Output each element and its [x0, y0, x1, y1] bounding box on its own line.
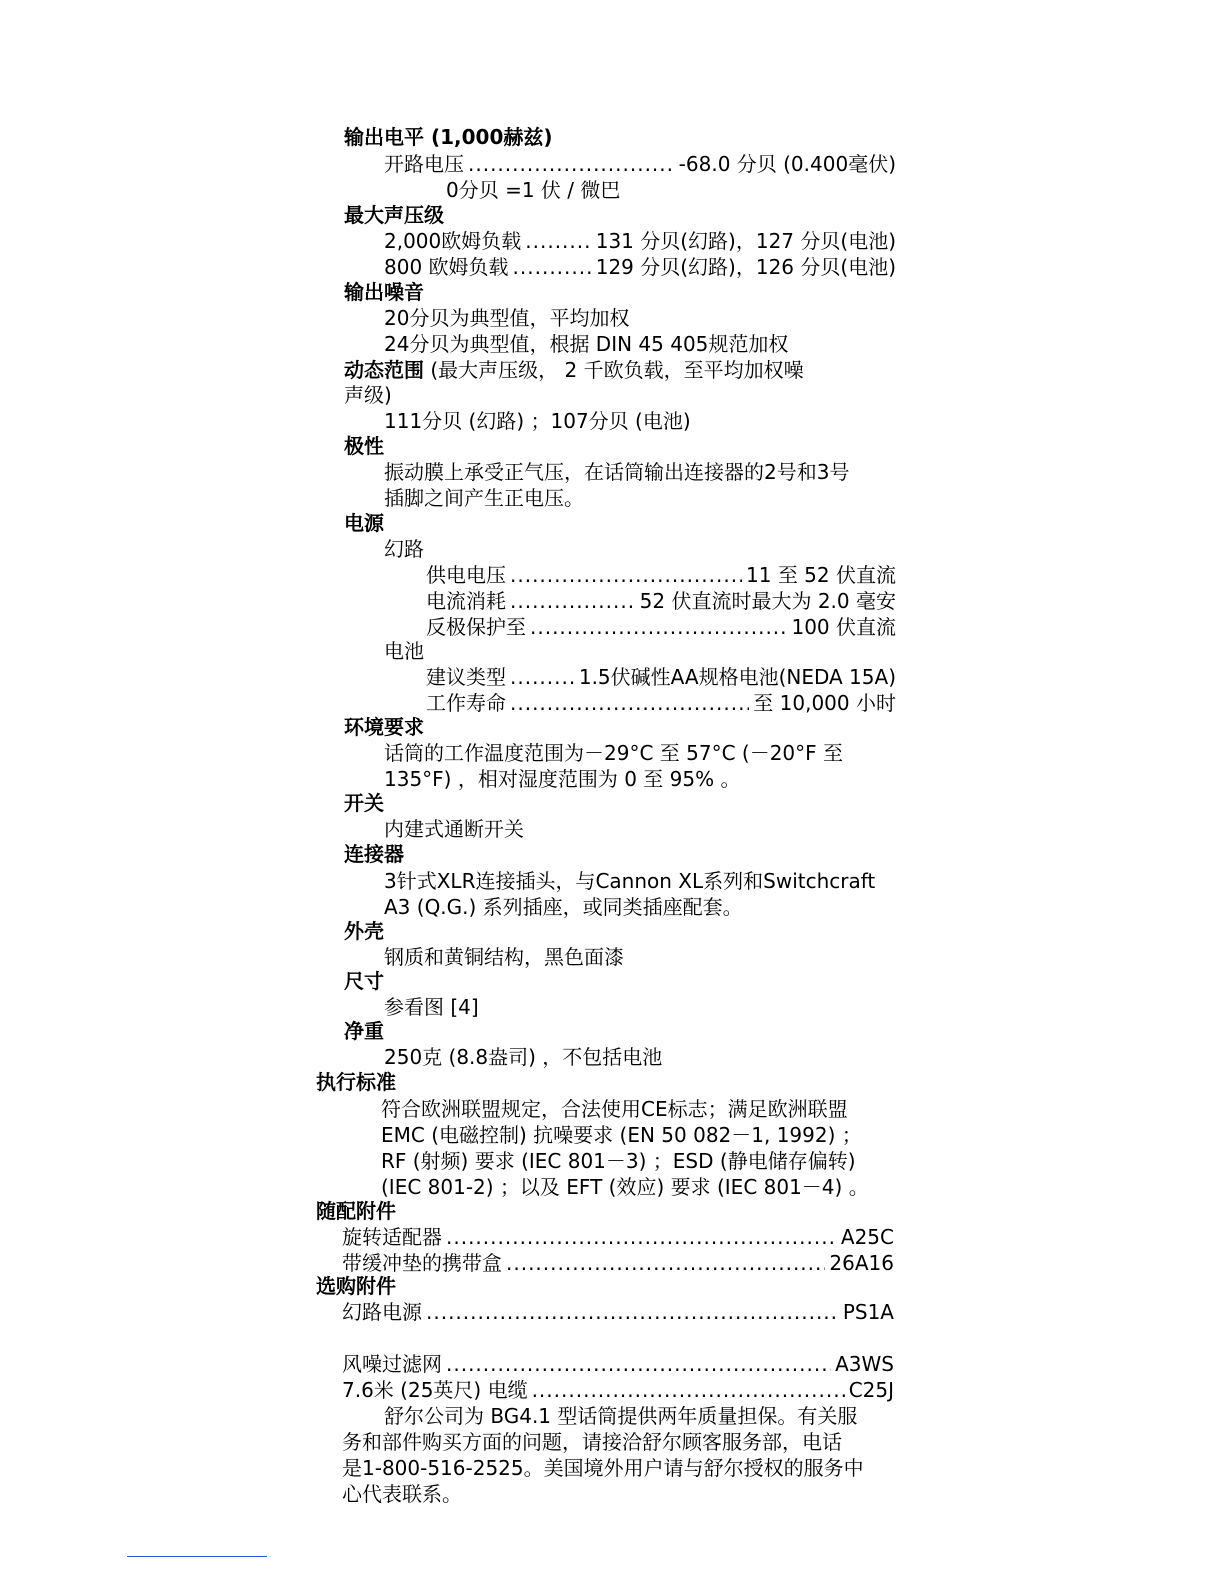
- accessory-label: 7.6米 (25英尺) 电缆: [342, 1378, 528, 1402]
- heading-environment: 环境要求: [344, 715, 424, 739]
- accessory-label: 幻路电源: [342, 1300, 422, 1324]
- leader-dots: [446, 1351, 831, 1377]
- heading-dimensions: 尺寸: [344, 969, 384, 993]
- warranty-line-1: 舒尔公司为 BG4.1 型话筒提供两年质量担保。有关服: [384, 1404, 858, 1428]
- heading-max-spl: 最大声压级: [344, 203, 444, 227]
- standards-line-2: EMC (电磁控制) 抗噪要求 (EN 50 082－1, 1992) ；: [381, 1123, 862, 1147]
- leader-dots: [510, 588, 636, 614]
- heading-optional-accessories: 选购附件: [316, 1274, 396, 1298]
- spec-open-circuit: [384, 151, 896, 177]
- standards-line-1: 符合欧洲联盟规定，合法使用CE标志；满足欧洲联盟: [381, 1097, 848, 1121]
- connector-line-1: 3针式XLR连接插头，与Cannon XL系列和Switchcraft: [384, 869, 876, 893]
- spec-label: 2,000欧姆负载: [384, 229, 522, 253]
- heading-polarity: 极性: [344, 434, 384, 458]
- leader-dots: [426, 1299, 839, 1325]
- footnote-rule: [127, 1556, 267, 1557]
- spec-label: 建议类型: [426, 665, 506, 689]
- warranty-line-2: 务和部件购买方面的问题，请接洽舒尔顾客服务部，电话: [342, 1430, 842, 1454]
- heading-housing: 外壳: [344, 919, 384, 943]
- switch-value: 内建式通断开关: [384, 817, 524, 841]
- polarity-line-1: 振动膜上承受正气压，在话筒输出连接器的2号和3号: [384, 460, 850, 484]
- spec-label: 电流消耗: [426, 589, 506, 613]
- heading-switch: 开关: [344, 791, 384, 815]
- spec-row-2000-ohm: [384, 228, 896, 254]
- connector-line-2: A3 (Q.G.) 系列插座，或同类插座配套。: [384, 895, 743, 919]
- accessory-row-phantom-supply: [342, 1299, 894, 1325]
- environment-line-2: 135°F) ，相对湿度范围为 0 至 95% 。: [384, 767, 741, 791]
- power-phantom-label: 幻路: [384, 537, 424, 561]
- housing-value: 钢质和黄铜结构，黑色面漆: [384, 945, 624, 969]
- spec-supply-voltage: [426, 562, 896, 588]
- spec-value: 至 10,000 小时: [753, 691, 896, 715]
- spec-value: 131 分贝(幻路)，127 分贝(电池): [595, 229, 896, 253]
- heading-connector: 连接器: [344, 842, 404, 866]
- accessory-part-number: A25C: [840, 1225, 894, 1249]
- dynamic-range-heading-line: [344, 357, 804, 383]
- standards-line-4: (IEC 801-2) ；以及 EFT (效应) 要求 (IEC 801－4) 。: [381, 1175, 869, 1199]
- noise-line-1: 20分贝为典型值，平均加权: [384, 306, 630, 330]
- dimensions-value: 参看图 [4]: [384, 995, 479, 1019]
- spec-label: 供电电压: [426, 563, 506, 587]
- heading-output-level: 输出电平 (1,000赫兹): [344, 125, 553, 149]
- noise-line-2: 24分贝为典型值，根据 DIN 45 405规范加权: [384, 332, 789, 356]
- leader-dots: [468, 151, 675, 177]
- accessory-row-windscreen: [342, 1351, 894, 1377]
- heading-standards: 执行标准: [316, 1070, 396, 1094]
- polarity-line-2: 插脚之间产生正电压。: [384, 486, 584, 510]
- warranty-line-3: 是1-800-516-2525。美国境外用户请与舒尔授权的服务中: [342, 1456, 864, 1480]
- accessory-label: 旋转适配器: [342, 1225, 442, 1249]
- dynamic-range-note-2: 声级): [344, 383, 392, 407]
- power-battery-label: 电池: [384, 639, 424, 663]
- accessory-row-carrying-case: [342, 1250, 894, 1276]
- standards-line-3: RF (射频) 要求 (IEC 801－3) ；ESD (静电储存偏转): [381, 1149, 856, 1173]
- accessory-part-number: 26A16: [829, 1251, 894, 1275]
- spec-value: 1.5伏碱性AA规格电池(NEDA 15A): [578, 665, 896, 689]
- spec-battery-life: [426, 690, 896, 716]
- spec-battery-type: [426, 664, 896, 690]
- environment-line-1: 话筒的工作温度范围为－29°C 至 57°C (－20°F 至: [384, 741, 844, 765]
- heading-power: 电源: [344, 511, 384, 535]
- accessory-label: 带缓冲垫的携带盒: [342, 1251, 502, 1275]
- spec-current-draw: [426, 588, 896, 614]
- spec-value: 11 至 52 伏直流: [746, 563, 896, 587]
- heading-dynamic-range: 动态范围: [344, 358, 424, 382]
- accessory-part-number: PS1A: [842, 1300, 894, 1324]
- accessory-row-swivel-adapter: [342, 1224, 894, 1250]
- spec-value: 52 伏直流时最大为 2.0 毫安: [639, 589, 896, 613]
- dynamic-range-value: 111分贝 (幻路) ；107分贝 (电池): [384, 409, 691, 433]
- dynamic-range-note: (最大声压级， 2 千欧负载，至平均加权噪: [430, 358, 804, 382]
- leader-dots: [446, 1224, 837, 1250]
- accessory-row-cable: [342, 1377, 894, 1403]
- spec-row-800-ohm: [384, 254, 896, 280]
- leader-dots: [530, 614, 787, 640]
- spec-reference: 0分贝 =1 伏 / 微巴: [446, 178, 621, 202]
- warranty-line-4: 心代表联系。: [342, 1482, 462, 1506]
- spec-value: 100 伏直流: [791, 615, 896, 639]
- accessory-part-number: A3WS: [835, 1352, 894, 1376]
- spec-label: 反极保护至: [426, 615, 526, 639]
- heading-included-accessories: 随配附件: [316, 1199, 396, 1223]
- leader-dots: [513, 254, 592, 280]
- spec-reverse-polarity: [426, 614, 896, 640]
- heading-net-weight: 净重: [344, 1019, 384, 1043]
- heading-output-noise: 输出噪音: [344, 280, 424, 304]
- spec-label: 开路电压: [384, 152, 464, 176]
- spec-label: 800 欧姆负载: [384, 255, 509, 279]
- leader-dots: [506, 1250, 825, 1276]
- net-weight-value: 250克 (8.8盎司) ，不包括电池: [384, 1045, 663, 1069]
- spec-value: 129 分贝(幻路)，126 分贝(电池): [595, 255, 896, 279]
- spec-value: -68.0 分贝 (0.400毫伏): [678, 152, 896, 176]
- leader-dots: [510, 562, 742, 588]
- accessory-label: 风噪过滤网: [342, 1352, 442, 1376]
- leader-dots: [525, 228, 591, 254]
- leader-dots: [510, 690, 749, 716]
- spec-label: 工作寿命: [426, 691, 506, 715]
- accessory-part-number: C25J: [848, 1378, 894, 1402]
- leader-dots: [532, 1377, 845, 1403]
- leader-dots: [510, 664, 575, 690]
